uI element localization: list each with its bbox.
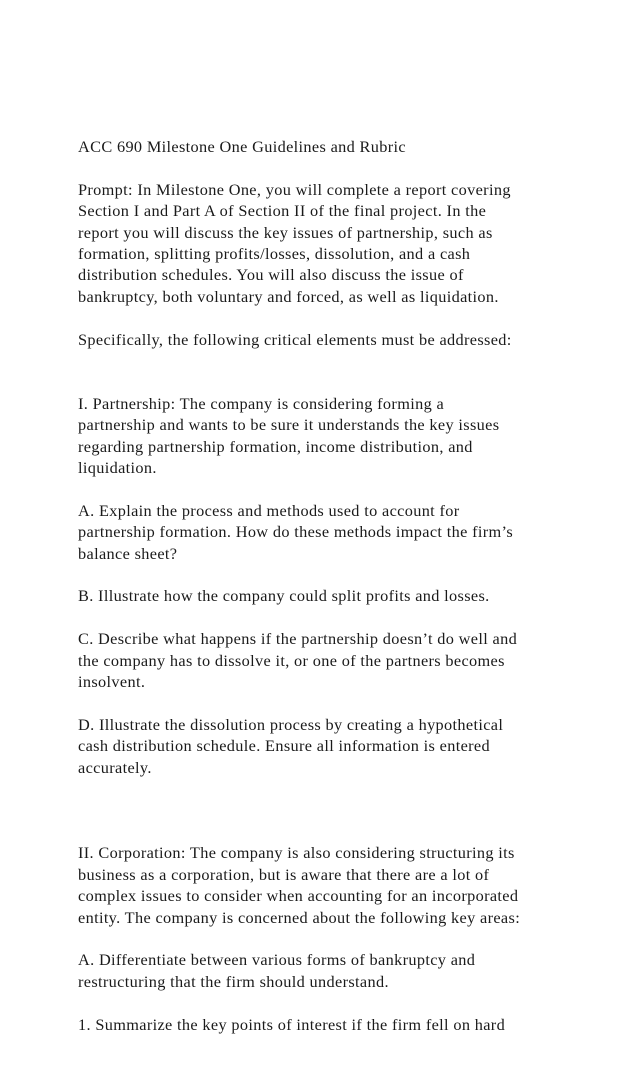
partnership-item-d: D. Illustrate the dissolution process by creating a hypothetical cash distribution schedule. Ensure all information is entered accurately. [78,714,504,777]
partnership-item-b: B. Illustrate how the company could split profits and losses. [78,586,490,606]
section-partnership-heading: I. Partnership: The company is considering forming a partnership and wants to be sure it understands the key issues regarding partnership formation, income distribution, and liquidation. [78,393,500,478]
document-body [78,136,618,1078]
document-title: ACC 690 Milestone One Guidelines and Rubric [78,137,406,156]
corporation-item-a: A. Differentiate between various forms of bankruptcy and restructuring that the firm should understand. [78,950,476,991]
partnership-item-a: A. Explain the process and methods used to account for partnership formation. How do these methods impact the firm’s balance sheet? [78,500,514,563]
critical-elements-intro: Specifically, the following critical elements must be addressed: [78,329,512,349]
section-corporation-heading: II. Corporation: The company is also considering structuring its business as a corporation, but is aware that there are a lot of complex issues to consider when accounting for an incorporated entity. The company is concerned about the following key areas: [78,843,521,927]
section-partnership [78,371,618,799]
partnership-item-c: C. Describe what happens if the partnership doesn’t do well and the company has to dissolve it, or one of the partners becomes insolvent. [78,629,518,692]
prompt-paragraph: Prompt: In Milestone One, you will complete a report covering Section I and Part A of Section II of the final project. In the report you will discuss the key issues of partnership, such as formation, splitting profits/losses, dissolution, and a cash distribution schedules. You will also discuss the issue of bankruptcy, both voluntary and forced, as well as liquidation. [78,179,511,306]
corporation-item-1: 1. Summarize the key points of interest if the firm fell on hard [78,1014,506,1034]
section-corporation [78,821,618,1056]
